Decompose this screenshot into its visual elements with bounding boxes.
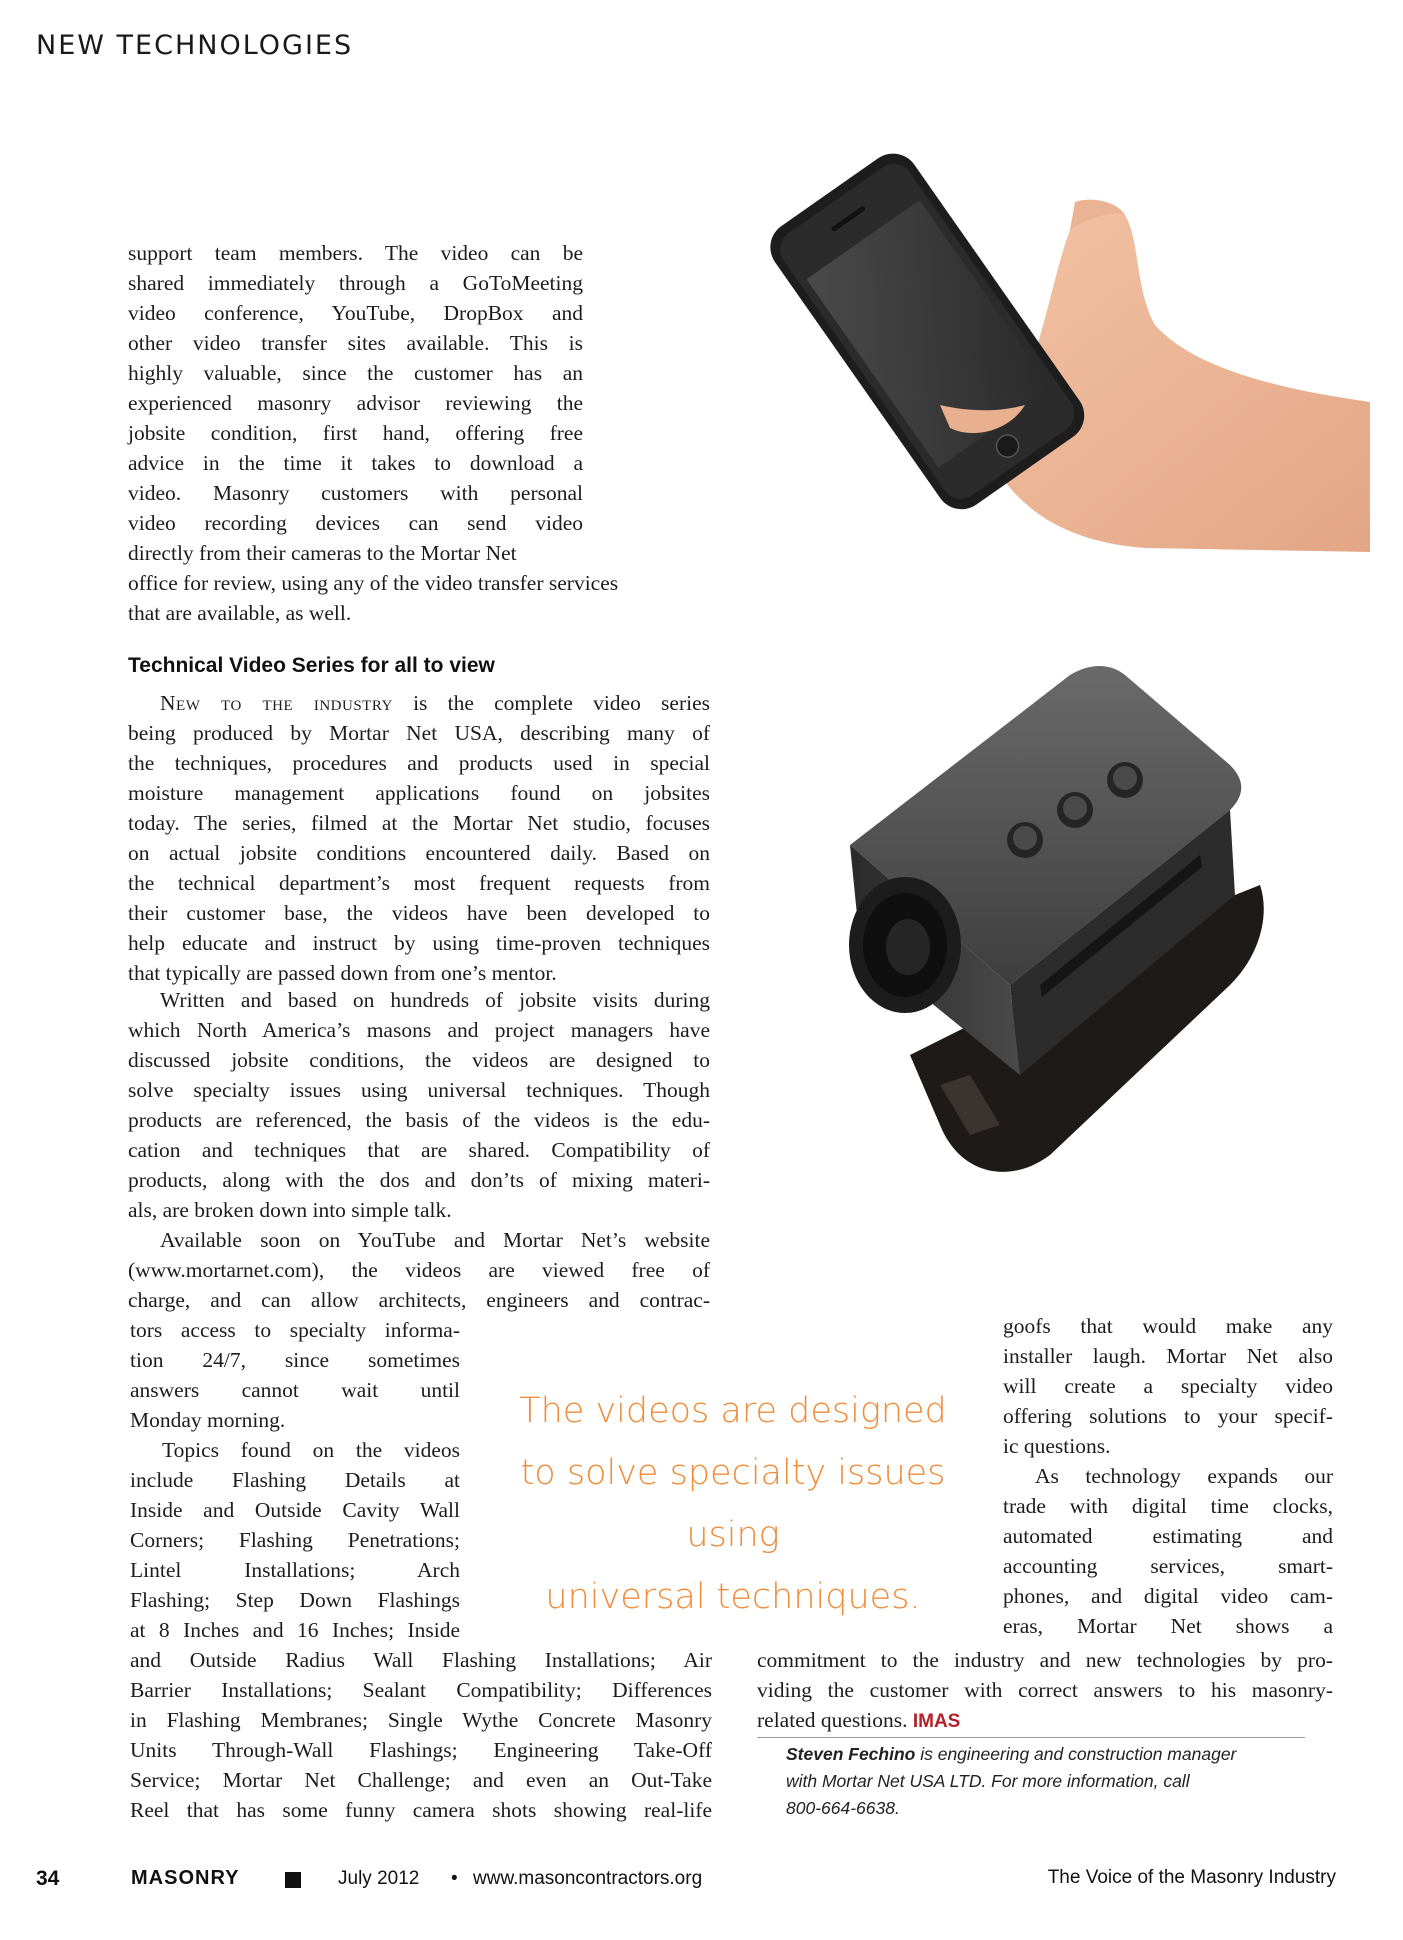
text-line: Service; Mortar Net Challenge; and even an Out-Take	[130, 1768, 712, 1792]
text-line: directly from their cameras to the Mortar Net	[128, 541, 517, 565]
lead-in: New to the industry	[160, 691, 393, 715]
text-line: products, along with the dos and don’ts of mixing materi-	[128, 1168, 710, 1192]
bio-line: with Mortar Net USA LTD. For more information, call	[786, 1771, 1190, 1791]
text-line: experienced masonry advisor reviewing the	[128, 391, 583, 415]
text-line: and Outside Radius Wall Flashing Installations; Air	[130, 1648, 712, 1672]
text-line: viding the customer with correct answers to his masonry-	[757, 1678, 1333, 1702]
text-fragment: related questions.	[757, 1708, 908, 1732]
video-camera-photo	[790, 655, 1310, 1195]
text-line: at 8 Inches and 16 Inches; Inside	[130, 1618, 460, 1642]
website-link[interactable]: www.masoncontractors.org	[473, 1868, 703, 1889]
bio-line: 800-664-6638.	[786, 1798, 900, 1818]
text-line: charge, and can allow architects, engineers and contrac-	[128, 1288, 710, 1312]
footer-square-icon	[285, 1872, 301, 1888]
text-fragment: is engineering and construction manager	[915, 1744, 1237, 1764]
text-line: Flashing; Step Down Flashings	[130, 1588, 460, 1612]
text-line: ic questions.	[1003, 1434, 1111, 1458]
text-line: cation and techniques that are shared. Compatibility of	[128, 1138, 710, 1162]
text-line: trade with digital time clocks,	[1003, 1494, 1333, 1518]
text-line	[128, 688, 710, 718]
text-line: phones, and digital video cam-	[1003, 1584, 1333, 1608]
text-line: automated estimating and	[1003, 1524, 1333, 1548]
author-name: Steven Fechino	[786, 1744, 916, 1764]
text-line: products are referenced, the basis of the videos is the edu-	[128, 1108, 710, 1132]
magazine-name: MASONRY	[131, 1867, 240, 1889]
section-subhead: Technical Video Series for all to view	[128, 654, 495, 677]
text-line: discussed jobsite conditions, the videos are designed to	[128, 1048, 710, 1072]
text-line: (www.mortarnet.com), the videos are viewed free of	[128, 1258, 710, 1282]
intro-paragraph-wide	[128, 568, 713, 628]
written-paragraph	[128, 985, 710, 1225]
text-line: accounting services, smart-	[1003, 1554, 1333, 1578]
smartphone-in-hand-photo	[725, 150, 1370, 560]
text-line: commitment to the industry and new technologies by pro-	[757, 1648, 1333, 1672]
text-line: which North America’s masons and project managers have	[128, 1018, 710, 1042]
text-line: help educate and instruct by using time-proven techniques	[128, 931, 710, 955]
bottom-left-paragraph	[130, 1645, 712, 1825]
text-line: the techniques, procedures and products used in special	[128, 751, 710, 775]
page-footer	[36, 1867, 1336, 1897]
text-line: Monday morning.	[130, 1408, 286, 1432]
text-line: will create a specialty video	[1003, 1374, 1333, 1398]
text-line: Reel that has some funny camera shots showing real-life	[130, 1798, 712, 1822]
text-line: Inside and Outside Cavity Wall	[130, 1498, 460, 1522]
narrow-left-column	[130, 1315, 460, 1645]
text-line: als, are broken down into simple talk.	[128, 1198, 452, 1222]
text-line: moisture management applications found on jobsites	[128, 781, 710, 805]
text-line: that typically are passed down from one’s mentor.	[128, 961, 557, 985]
text-line: tors access to specialty informa-	[130, 1318, 460, 1342]
author-bio	[786, 1741, 1306, 1822]
text-line: eras, Mortar Net shows a	[1003, 1614, 1333, 1638]
intro-paragraph	[128, 238, 583, 568]
text-line: installer laugh. Mortar Net also	[1003, 1344, 1333, 1368]
text-line: that are available, as well.	[128, 601, 352, 625]
text-line: highly valuable, since the customer has an	[128, 361, 583, 385]
text-line: solve specialty issues using universal techniques. Though	[128, 1078, 710, 1102]
text-line: today. The series, filmed at the Mortar Net studio, focuses	[128, 811, 710, 835]
text-line: offering solutions to your specif-	[1003, 1404, 1333, 1428]
available-paragraph	[128, 1225, 710, 1315]
page-number: 34	[36, 1867, 60, 1890]
series-paragraph	[128, 688, 710, 988]
text-line: tion 24/7, since sometimes	[130, 1348, 460, 1372]
text-line: Corners; Flashing Penetrations;	[130, 1528, 460, 1552]
text-line: Available soon on YouTube and Mortar Net’s website	[160, 1228, 710, 1252]
text-line: Units Through-Wall Flashings; Engineering Take-Off	[130, 1738, 712, 1762]
pull-quote-line: universal techniques.	[545, 1577, 921, 1617]
section-label: NEW TECHNOLOGIES	[36, 30, 354, 61]
footer-tagline: The Voice of the Masonry Industry	[1047, 1867, 1336, 1888]
text-line: on actual jobsite conditions encountered daily. Based on	[128, 841, 710, 865]
text-line: answers cannot wait until	[130, 1378, 460, 1402]
text-line: the technical department’s most frequent requests from	[128, 871, 710, 895]
text-line: video recording devices can send video	[128, 511, 583, 535]
issue-date: July 2012	[338, 1868, 420, 1889]
text-line: As technology expands our	[1035, 1464, 1333, 1488]
text-line	[757, 1705, 1333, 1737]
text-line: Lintel Installations; Arch	[130, 1558, 460, 1582]
pull-quote	[488, 1380, 978, 1628]
bottom-right-paragraph	[757, 1645, 1333, 1737]
text-line: being produced by Mortar Net USA, describing many of	[128, 721, 710, 745]
text-line: video. Masonry customers with personal	[128, 481, 583, 505]
bio-line	[786, 1741, 1306, 1768]
text-fragment: is the complete video series	[392, 691, 710, 715]
end-mark: IMAS	[912, 1711, 961, 1732]
text-line: Topics found on the videos	[162, 1438, 460, 1462]
footer-bullet: •	[451, 1868, 458, 1889]
text-line: video conference, YouTube, DropBox and	[128, 301, 583, 325]
text-line: jobsite condition, first hand, offering free	[128, 421, 583, 445]
text-line: office for review, using any of the video transfer services	[128, 571, 619, 595]
text-line: other video transfer sites available. This is	[128, 331, 583, 355]
text-line: goofs that would make any	[1003, 1314, 1333, 1338]
text-line: support team members. The video can be	[128, 241, 583, 265]
text-line: in Flashing Membranes; Single Wythe Concrete Masonry	[130, 1708, 712, 1732]
narrow-right-column	[1003, 1311, 1333, 1641]
text-line: shared immediately through a GoToMeeting	[128, 271, 583, 295]
text-line: Written and based on hundreds of jobsite visits during	[160, 988, 710, 1012]
pull-quote-line: to solve specialty issues using	[520, 1453, 946, 1555]
pull-quote-line: The videos are designed	[519, 1391, 947, 1431]
text-line: Barrier Installations; Sealant Compatibility; Differences	[130, 1678, 712, 1702]
bio-divider	[757, 1737, 1305, 1738]
text-line: include Flashing Details at	[130, 1468, 460, 1492]
text-line: their customer base, the videos have been developed to	[128, 901, 710, 925]
text-line: advice in the time it takes to download a	[128, 451, 583, 475]
